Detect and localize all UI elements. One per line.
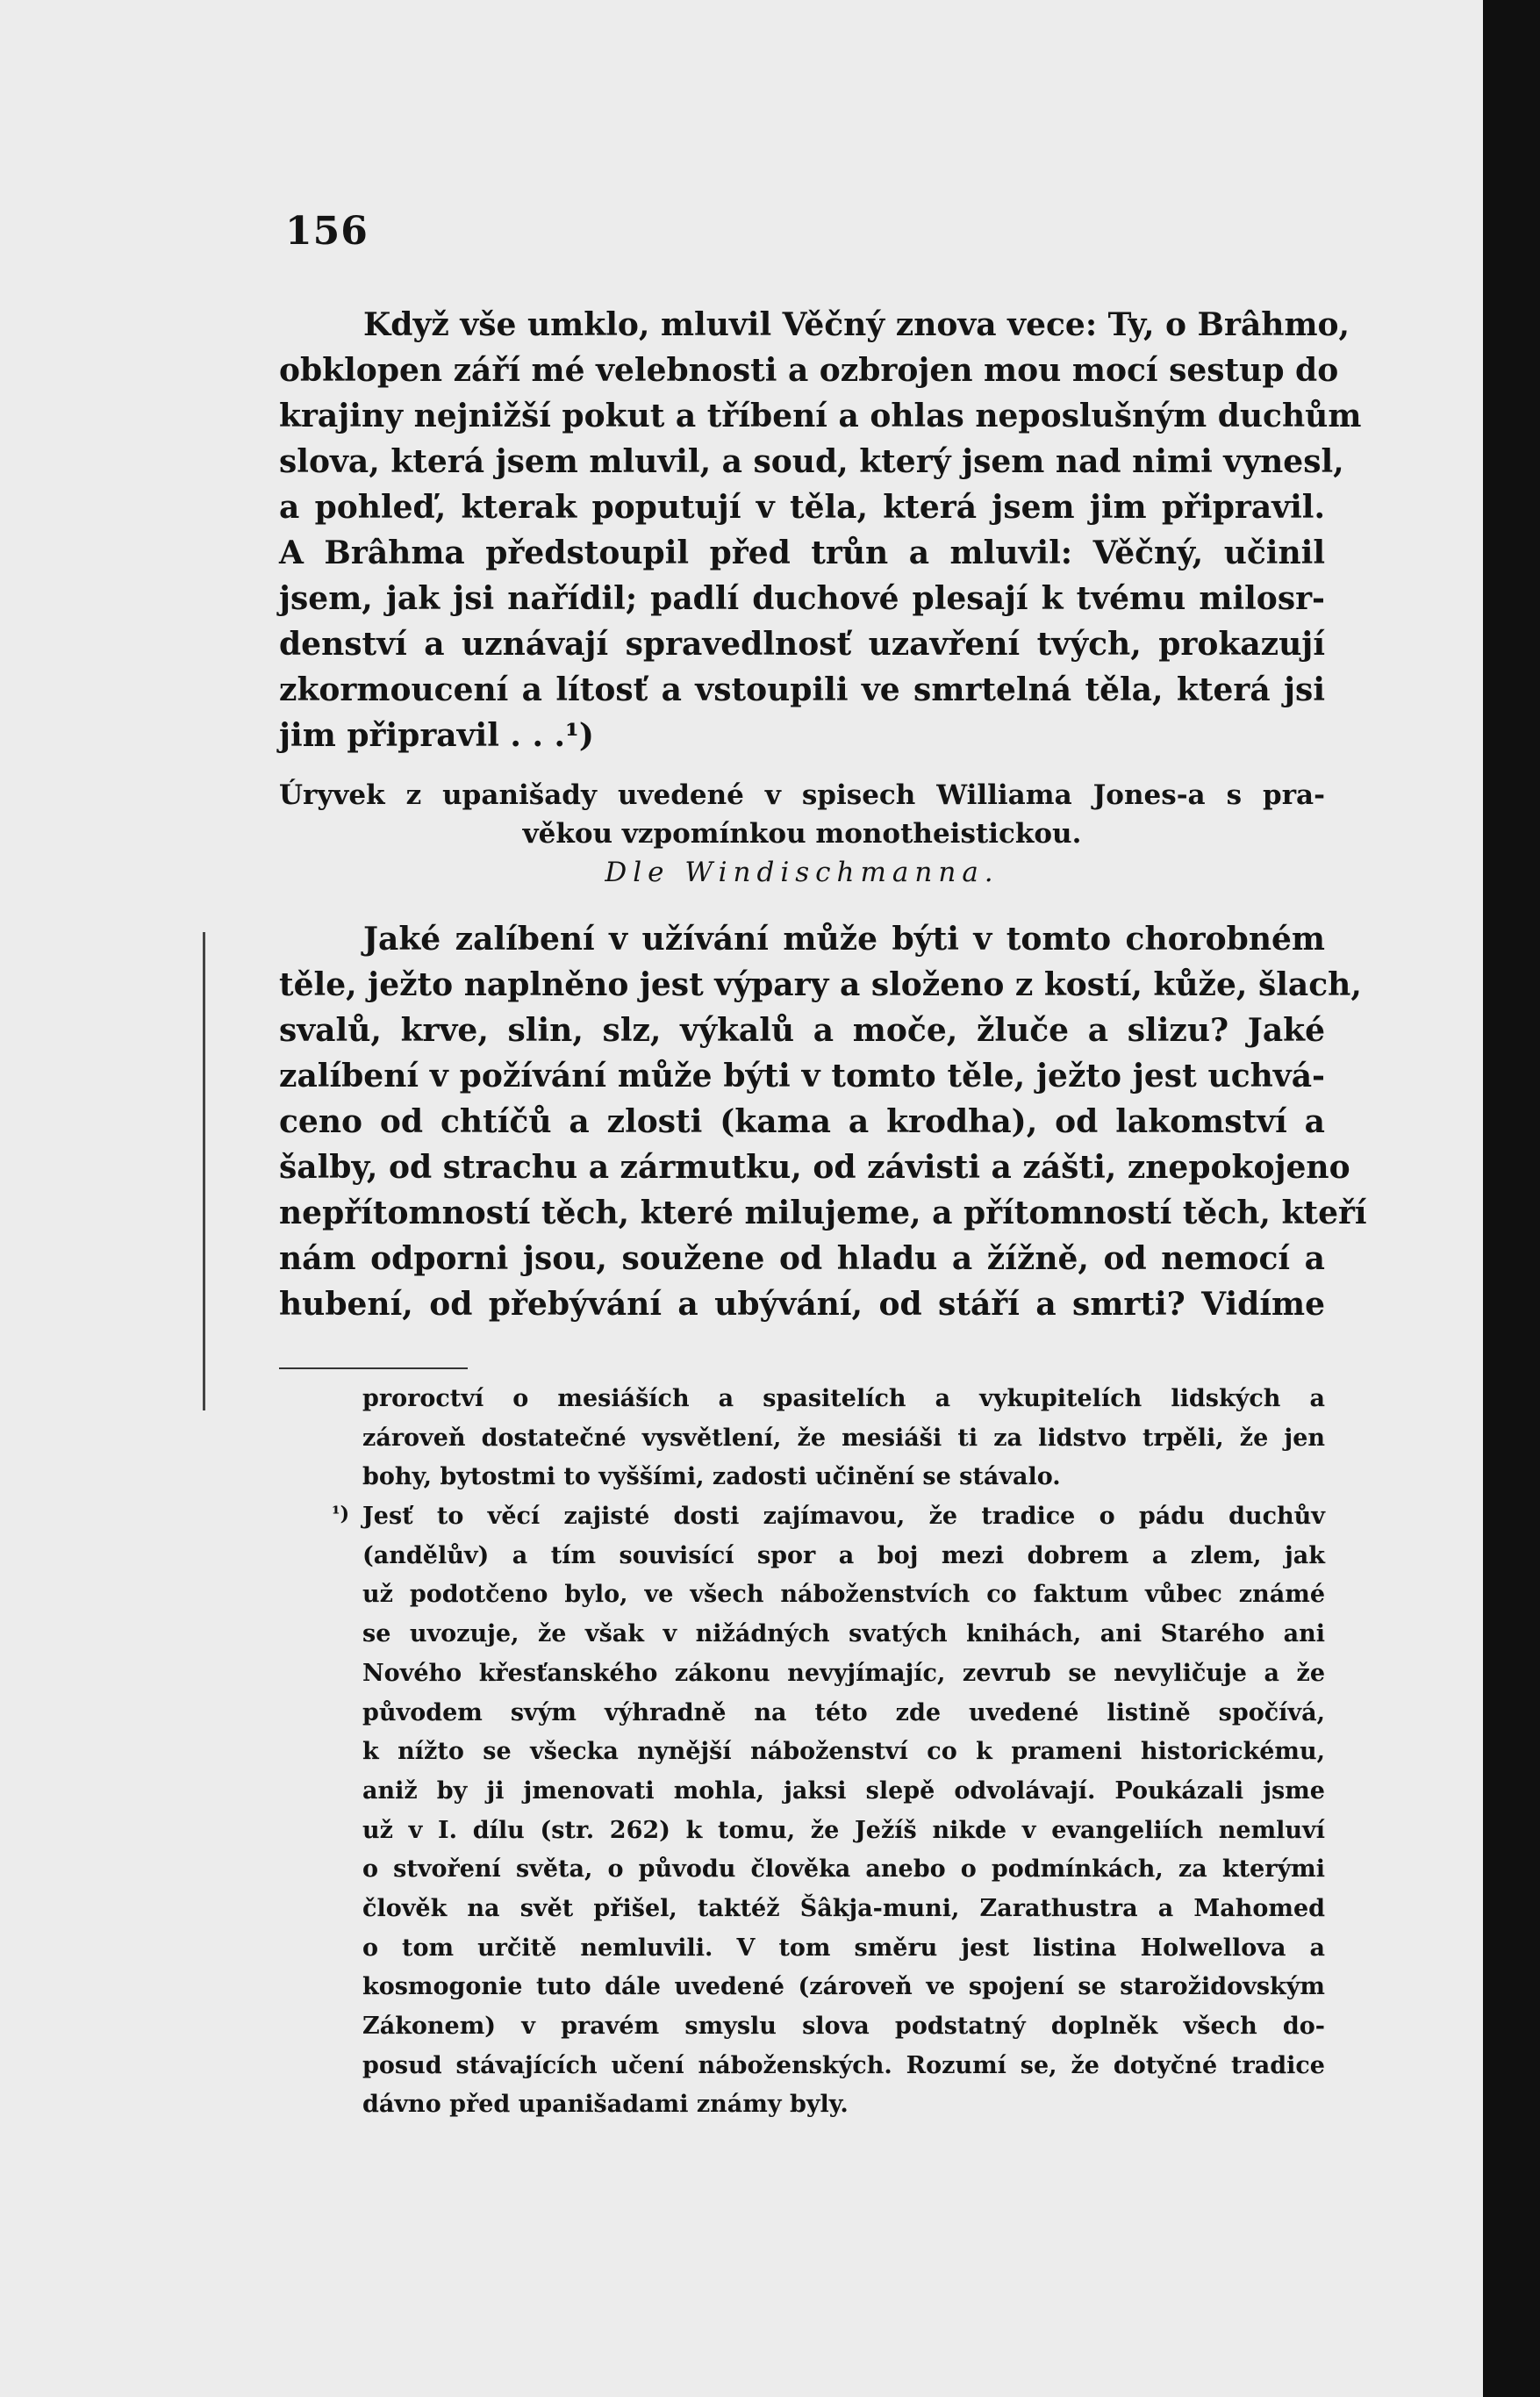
text-line: ceno od chtíčů a zlosti (kama a krodha), od lakomství a: [279, 1103, 1325, 1140]
footnote-line: už v I. dílu (str. 262) k tomu, že Ježíš nikde v evangeliích nemluví: [362, 1816, 1325, 1844]
margin-mark: [203, 932, 205, 1410]
paragraph-2: [279, 916, 1367, 1327]
text-line: nepřítomností těch, které milujeme, a přítomností těch, kteří: [279, 1195, 1367, 1231]
text-line: slova, která jsem mluvil, a soud, který jsem nad nimi vynesl,: [279, 443, 1344, 480]
text-line: svalů, krve, slin, slz, výkalů a moče, žluče a slizu? Jaké: [279, 1012, 1325, 1049]
footnote-line: dávno před upanišadami známy byly.: [362, 2091, 849, 2119]
source-caption: [279, 776, 1325, 892]
text-line: krajiny nejnižší pokut a tříbení a ohlas neposlušným duchům: [279, 398, 1362, 434]
footnote-line: už podotčeno bylo, ve všech náboženstvích co faktum vůbec známé: [362, 1581, 1325, 1609]
footnote-line: (andělův) a tím souvisící spor a boj mezi dobrem a zlem, jak: [362, 1541, 1325, 1569]
attribution: Dle Windischmanna.: [605, 857, 999, 888]
footnote-line: původem svým výhradně na této zde uvedené listině spočívá,: [362, 1698, 1325, 1726]
footnote-line: zároveň dostatečné vysvětlení, že mesiáši ti za lidstvo trpěli, že jen: [362, 1424, 1325, 1452]
text-line: obklopen září mé velebnosti a ozbrojen mou mocí sestup do: [279, 352, 1339, 389]
footnote-line: Jesť to věcí zajisté dosti zajímavou, že tradice o pádu duchův: [362, 1503, 1325, 1531]
text-line: šalby, od strachu a zármutku, od závisti a zášti, znepokojeno: [279, 1149, 1350, 1186]
paragraph-1: [279, 302, 1362, 758]
footnote-line: se uvozuje, že však v nižádných svatých knihách, ani Starého ani: [362, 1620, 1325, 1648]
text-line: jsem, jak jsi nařídil; padlí duchové plesají k tvému milosr-: [279, 580, 1325, 617]
page-number: 156: [285, 209, 369, 254]
footnote-line: k nížto se všecka nynější náboženství co k prameni historickému,: [362, 1738, 1325, 1766]
footnote-line: Zákonem) v pravém smyslu slova podstatný doplněk všech do-: [362, 2013, 1325, 2040]
text-line: zalíbení v požívání může býti v tomto těle, ježto jest uchvá-: [279, 1058, 1325, 1094]
text-line: A Brâhma předstoupil před trůn a mluvil: Věčný, učinil: [279, 535, 1325, 571]
text-line: jim připravil . . .¹): [279, 717, 594, 754]
footnote-line: aniž by ji jmenovati mohla, jaksi slepě odvolávají. Poukázali jsme: [362, 1776, 1325, 1805]
footnote-marker: ¹): [332, 1503, 350, 1525]
footnote-line: bohy, bytostmi to vyššími, zadosti učinění se stávalo.: [362, 1463, 1061, 1491]
footnote-line: člověk na svět přišel, taktéž Šâkja-muni, Zarathustra a Mahomed: [362, 1894, 1325, 1922]
footnote-line: Nového křesťanského zákonu nevyjímajíc, zevrub se nevyličuje a že: [362, 1659, 1325, 1687]
footnote-line: proroctví o mesiáších a spasitelích a vykupitelích lidských a: [362, 1385, 1325, 1412]
footnote-line: o tom určitě nemluvili. V tom směru jest listina Holwellova a: [362, 1934, 1325, 1962]
text-line: Když vše umklo, mluvil Věčný znova vece: Ty, o Brâhmo,: [363, 306, 1350, 343]
footnote-divider: [279, 1367, 468, 1369]
footnote-line: o stvoření světa, o původu člověka anebo o podmínkách, za kterými: [362, 1855, 1325, 1884]
footnote-line: kosmogonie tuto dále uvedené (zároveň ve spojení se starožidovským: [362, 1973, 1325, 2001]
text-line: nám odporni jsou, soužene od hladu a žížně, od nemocí a: [279, 1240, 1325, 1277]
caption-line: Úryvek z upanišady uvedené v spisech Williama Jones-a s pra-: [279, 779, 1325, 811]
text-line: hubení, od přebývání a ubývání, od stáří a smrti? Vidíme: [279, 1286, 1325, 1323]
text-line: Jaké zalíbení v užívání může býti v tomto chorobném: [363, 921, 1325, 958]
page-edge-shadow: [1483, 0, 1540, 2397]
caption-line: věkou vzpomínkou monotheistickou.: [522, 818, 1082, 850]
text-line: zkormoucení a lítosť a vstoupili ve smrtelná těla, která jsi: [279, 671, 1325, 708]
text-line: denství a uznávají spravedlnosť uzavření tvých, prokazují: [279, 626, 1325, 663]
text-line: a pohleď, kterak poputují v těla, která jsem jim připravil.: [279, 489, 1325, 526]
text-line: těle, ježto naplněno jest výpary a složeno z kostí, kůže, šlach,: [279, 966, 1362, 1003]
footnote-line: posud stávajících učení náboženských. Rozumí se, že dotyčné tradice: [362, 2051, 1325, 2079]
footnotes: [279, 1380, 1325, 2125]
